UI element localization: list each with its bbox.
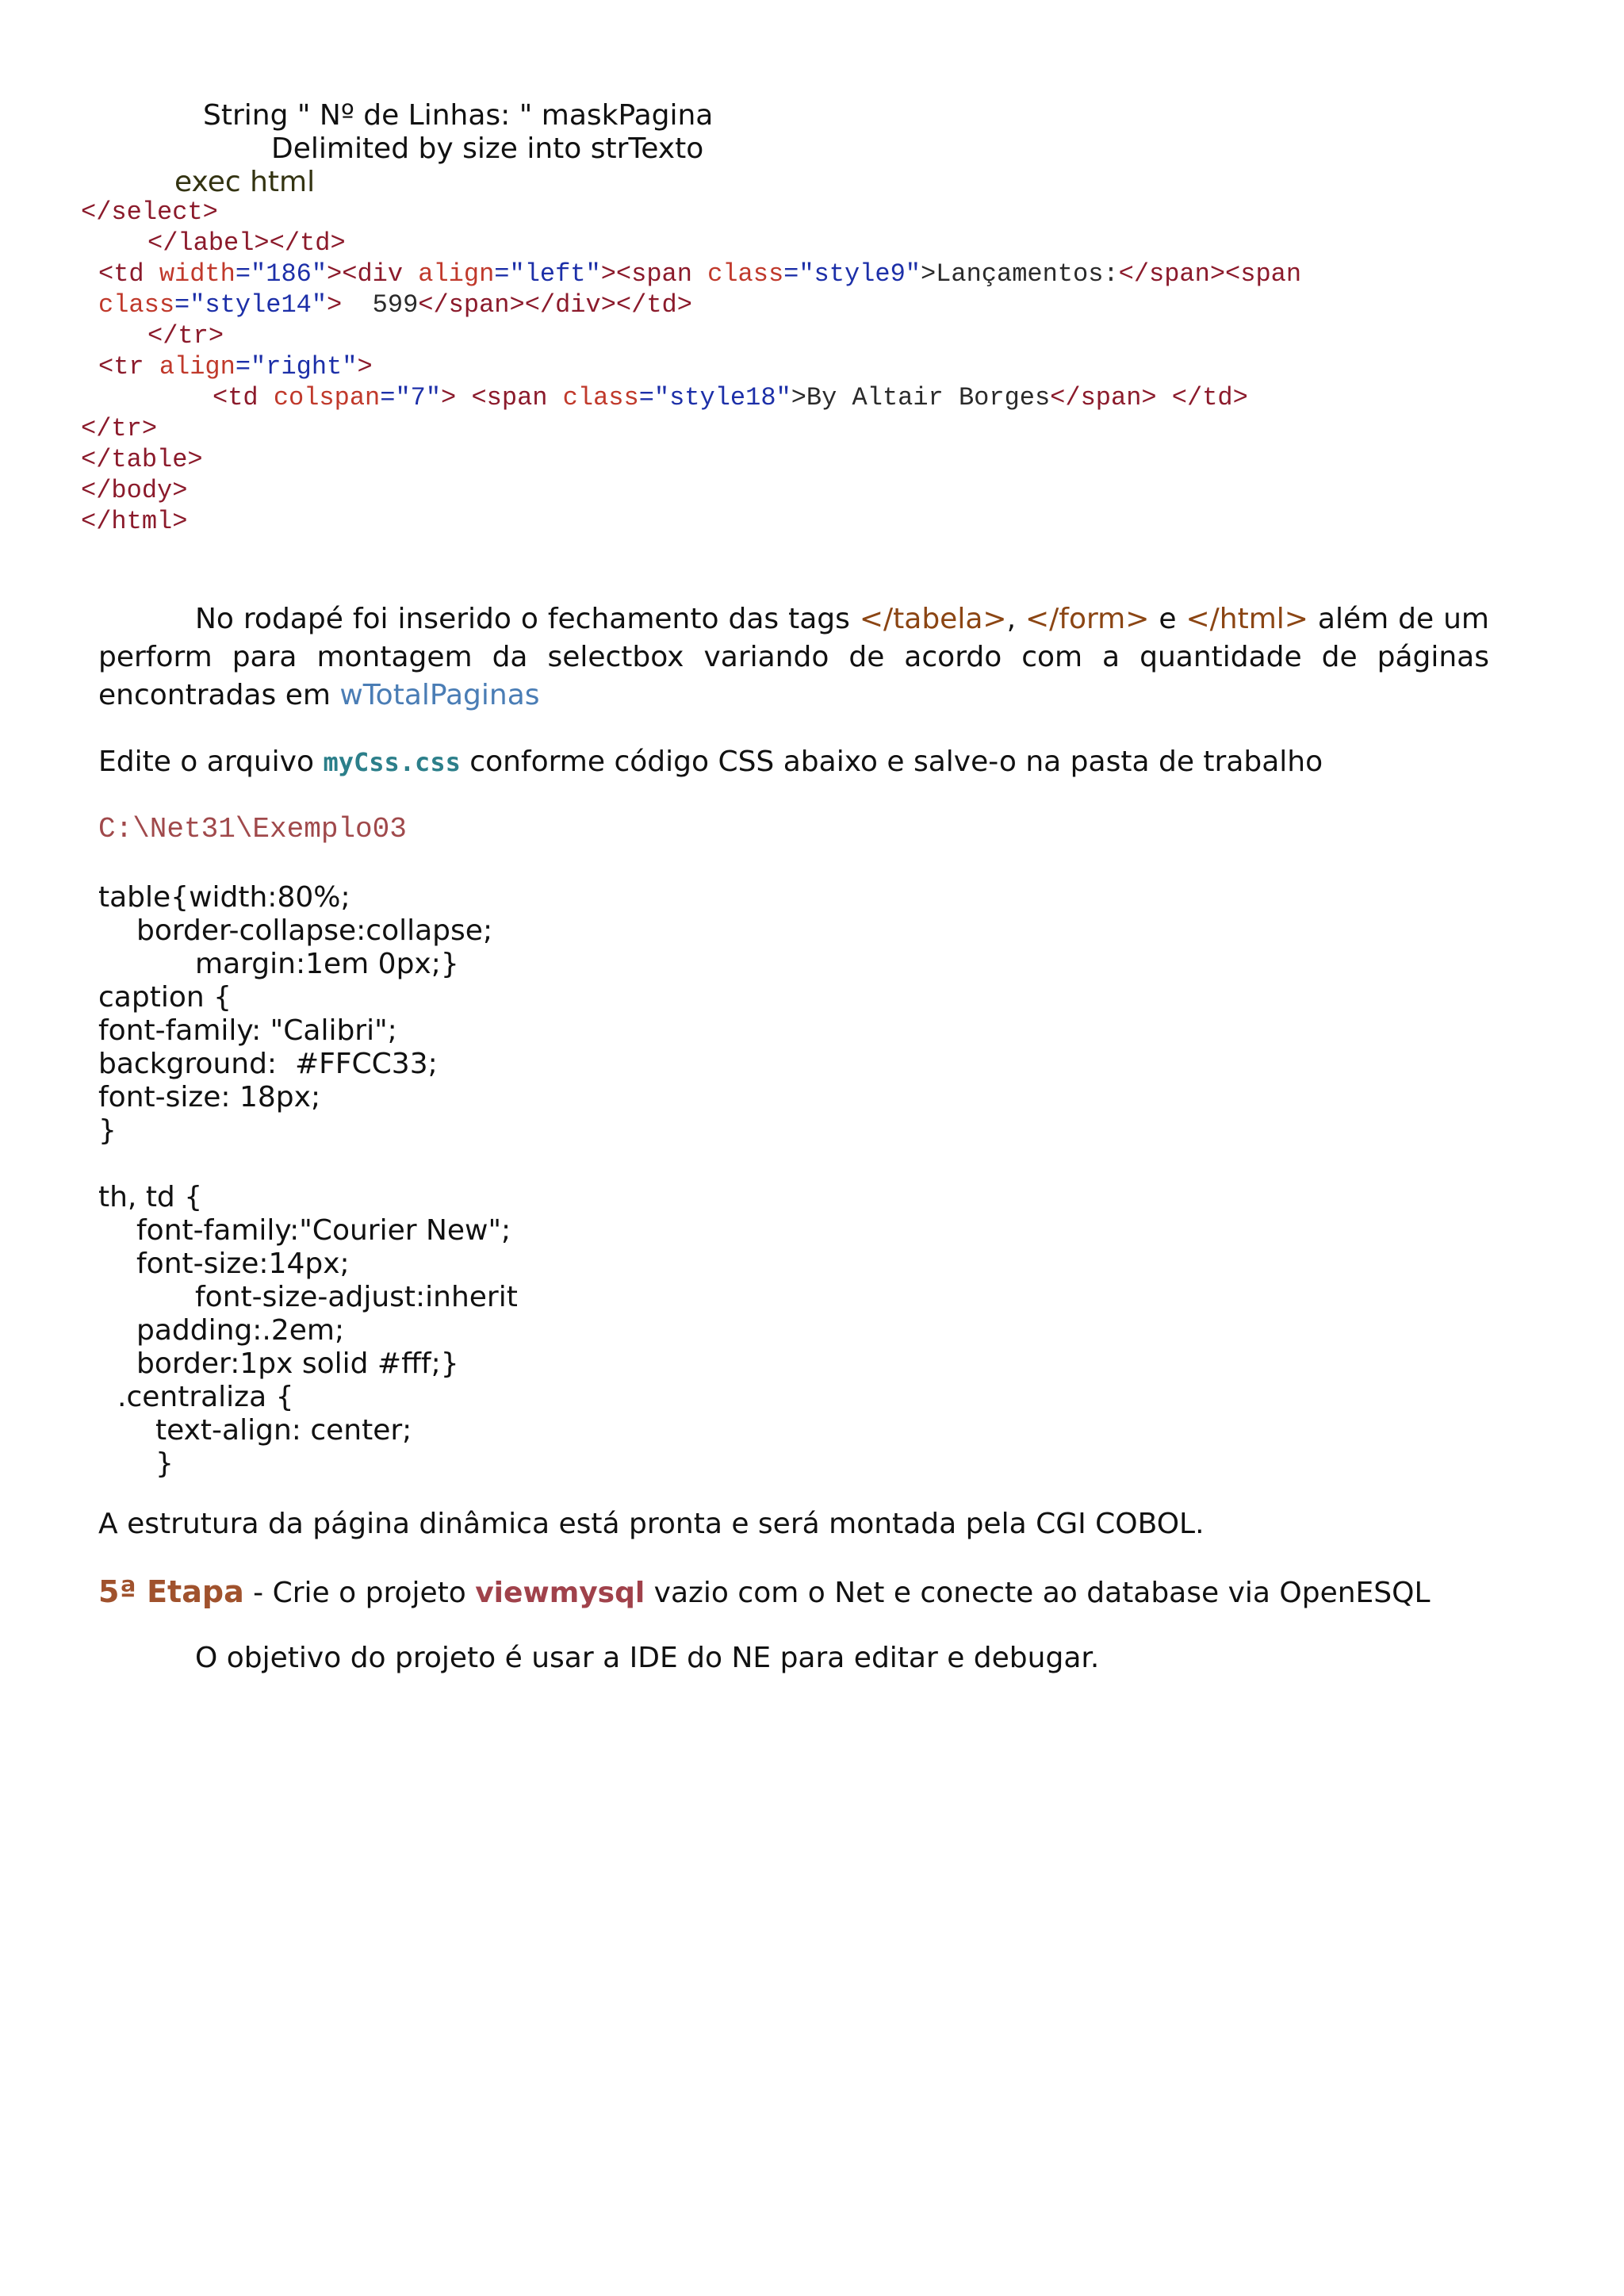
css-code-line: text-align: center;: [155, 1414, 412, 1447]
html-code-line: </html>: [81, 507, 188, 536]
css-code-line: border-collapse:collapse;: [136, 914, 493, 947]
step-heading: 5ª Etapa - Crie o projeto viewmysql vazio com o Net e conecte ao database via OpenESQL: [98, 1574, 1431, 1609]
html-code-line: </tr>: [147, 321, 224, 351]
css-code-line: margin:1em 0px;}: [195, 948, 459, 980]
html-code-line: </body>: [81, 476, 188, 505]
folder-path: C:\Net31\Exemplo03: [98, 813, 407, 845]
css-code-line: font-size:14px;: [136, 1248, 350, 1280]
html-code-line: <td colspan="7"> <span class="style18">By Altair Borges</span> </td>: [213, 383, 1248, 412]
css-code-line: border:1px solid #fff;}: [136, 1347, 459, 1380]
html-code-line: </select>: [81, 197, 218, 227]
css-code-line: table{width:80%;: [98, 881, 350, 914]
body-paragraph: Edite o arquivo myCss.css conforme código CSS abaixo e salve-o na pasta de trabalho: [98, 746, 1323, 778]
code-line: Delimited by size into strTexto: [271, 132, 704, 165]
code-line: exec html: [174, 166, 316, 198]
css-code-line: font-size-adjust:inherit: [195, 1281, 518, 1313]
css-code-line: .centraliza {: [117, 1381, 294, 1413]
css-code-line: }: [155, 1447, 174, 1480]
html-code-line: class="style14"> 599</span></div></td>: [98, 290, 692, 320]
css-code-line: font-family: "Calibri";: [98, 1014, 397, 1047]
html-code-line: <td width="186"><div align="left"><span class="style9">Lançamentos:</span><span: [98, 259, 1302, 289]
css-code-line: font-size: 18px;: [98, 1081, 321, 1114]
body-paragraph: O objetivo do projeto é usar a IDE do NE para editar e debugar.: [195, 1642, 1100, 1674]
body-paragraph: A estrutura da página dinâmica está pronta e será montada pela CGI COBOL.: [98, 1508, 1205, 1540]
css-code-line: background: #FFCC33;: [98, 1048, 438, 1080]
body-paragraph: No rodapé foi inserido o fechamento das tags </tabela>, </form> e </html> além de um perform para montagem da selectbox variando de acordo com a quantidade de páginas encontradas em wTotalPaginas: [98, 603, 1489, 711]
css-code-line: caption {: [98, 981, 232, 1014]
css-code-line: font-family:"Courier New";: [136, 1214, 511, 1247]
html-code-line: </table>: [81, 445, 203, 474]
html-code-line: </tr>: [81, 414, 158, 443]
css-code-line: }: [98, 1114, 117, 1147]
css-code-line: th, td {: [98, 1181, 203, 1213]
css-code-line: padding:.2em;: [136, 1314, 345, 1347]
html-code-line: </label></td>: [147, 228, 346, 258]
html-code-line: <tr align="right">: [98, 352, 373, 381]
code-line: String " Nº de Linhas: " maskPagina: [203, 99, 714, 132]
